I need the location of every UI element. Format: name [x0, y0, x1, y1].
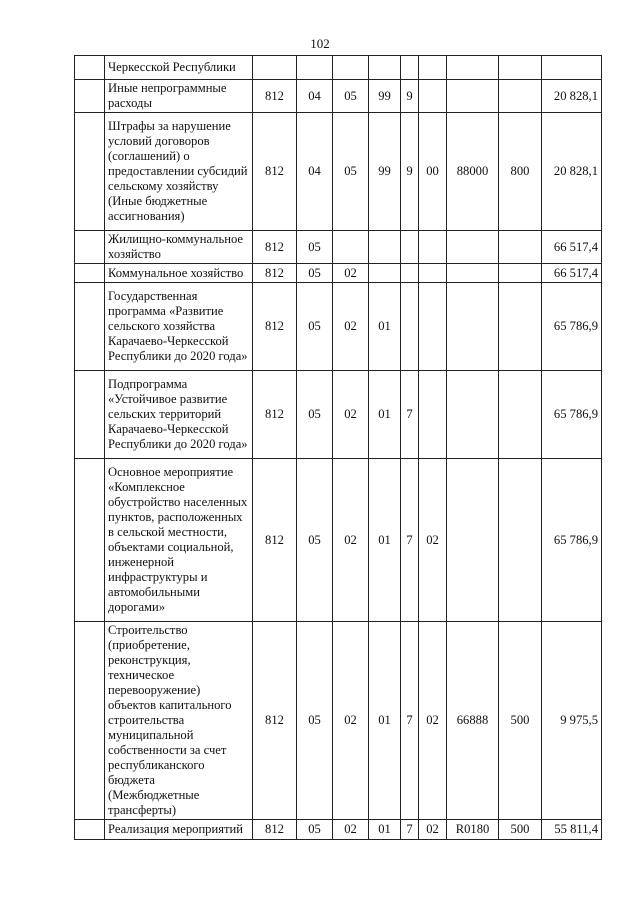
row-index-cell [75, 622, 105, 820]
table-row [75, 622, 602, 820]
row-section-cell: 05 [297, 283, 333, 371]
row-name-cell: Черкесской Республики [105, 56, 253, 80]
table-row [75, 113, 602, 231]
page-number: 102 [310, 36, 330, 51]
row-section-cell: 05 [297, 820, 333, 840]
row-name-cell: Строительство (приобретение, реконструкция, техническое перевооружение) объектов капитального строительства муниципальной собственности за счет республиканского бюджета (Межбюджетные трансферты) [105, 622, 253, 820]
row-index-cell [75, 371, 105, 459]
row-subsection-cell: 05 [333, 80, 369, 113]
row-grbs-cell: 812 [253, 820, 297, 840]
table-row [75, 459, 602, 622]
row-program-cell [369, 231, 401, 264]
row-expense-type-cell [499, 283, 542, 371]
row-direction-cell: 66888 [447, 622, 499, 820]
row-subprogram-cell: 7 [401, 371, 419, 459]
table-row [75, 283, 602, 371]
row-subsection-cell: 02 [333, 459, 369, 622]
row-name-cell: Реализация мероприятий [105, 820, 253, 840]
row-grbs-cell: 812 [253, 459, 297, 622]
table-row [75, 371, 602, 459]
row-name-cell: Иные непрограммные расходы [105, 80, 253, 113]
row-program-cell: 99 [369, 113, 401, 231]
row-grbs-cell [253, 56, 297, 80]
row-program-cell: 01 [369, 459, 401, 622]
row-expense-type-cell [499, 459, 542, 622]
table-row [75, 231, 602, 264]
budget-table [74, 55, 602, 840]
row-activity-cell [419, 231, 447, 264]
row-program-cell: 01 [369, 622, 401, 820]
row-amount-cell: 66 517,4 [542, 231, 602, 264]
row-amount-cell: 66 517,4 [542, 264, 602, 283]
row-subsection-cell: 02 [333, 264, 369, 283]
table-row [75, 56, 602, 80]
row-grbs-cell: 812 [253, 231, 297, 264]
row-name-cell: Штрафы за нарушение условий договоров (соглашений) о предоставлении субсидий сельскому хозяйству (Иные бюджетные ассигнования) [105, 113, 253, 231]
row-section-cell [297, 56, 333, 80]
row-subprogram-cell [401, 264, 419, 283]
row-amount-cell: 65 786,9 [542, 459, 602, 622]
row-section-cell: 05 [297, 371, 333, 459]
row-subsection-cell: 02 [333, 283, 369, 371]
row-expense-type-cell: 800 [499, 113, 542, 231]
row-subsection-cell: 02 [333, 371, 369, 459]
row-index-cell [75, 113, 105, 231]
row-name-cell: Коммунальное хозяйство [105, 264, 253, 283]
row-direction-cell [447, 264, 499, 283]
row-amount-cell: 55 811,4 [542, 820, 602, 840]
row-index-cell [75, 283, 105, 371]
row-expense-type-cell [499, 80, 542, 113]
row-section-cell: 05 [297, 622, 333, 820]
table-row [75, 264, 602, 283]
row-expense-type-cell [499, 264, 542, 283]
row-subprogram-cell: 7 [401, 622, 419, 820]
row-direction-cell: 88000 [447, 113, 499, 231]
row-direction-cell [447, 371, 499, 459]
row-direction-cell [447, 80, 499, 113]
row-direction-cell [447, 459, 499, 622]
row-subsection-cell: 02 [333, 820, 369, 840]
row-amount-cell: 9 975,5 [542, 622, 602, 820]
row-activity-cell [419, 264, 447, 283]
row-direction-cell [447, 283, 499, 371]
row-activity-cell [419, 283, 447, 371]
row-expense-type-cell [499, 231, 542, 264]
table-row [75, 80, 602, 113]
row-subsection-cell [333, 231, 369, 264]
row-subprogram-cell: 9 [401, 113, 419, 231]
table-row [75, 820, 602, 840]
row-amount-cell: 20 828,1 [542, 113, 602, 231]
row-name-cell: Государственная программа «Развитие сельского хозяйства Карачаево-Черкесской Республики до 2020 года» [105, 283, 253, 371]
row-index-cell [75, 264, 105, 283]
row-amount-cell [542, 56, 602, 80]
row-expense-type-cell [499, 56, 542, 80]
row-direction-cell [447, 56, 499, 80]
row-grbs-cell: 812 [253, 113, 297, 231]
row-activity-cell: 02 [419, 622, 447, 820]
row-activity-cell [419, 80, 447, 113]
row-name-cell: Жилищно-коммунальное хозяйство [105, 231, 253, 264]
row-amount-cell: 65 786,9 [542, 371, 602, 459]
row-expense-type-cell: 500 [499, 622, 542, 820]
row-activity-cell [419, 56, 447, 80]
row-program-cell: 99 [369, 80, 401, 113]
row-index-cell [75, 80, 105, 113]
row-subprogram-cell [401, 231, 419, 264]
row-expense-type-cell: 500 [499, 820, 542, 840]
row-name-cell: Подпрограмма «Устойчивое развитие сельских территорий Карачаево-Черкесской Республики до 2020 года» [105, 371, 253, 459]
row-grbs-cell: 812 [253, 371, 297, 459]
row-index-cell [75, 459, 105, 622]
row-expense-type-cell [499, 371, 542, 459]
row-grbs-cell: 812 [253, 264, 297, 283]
row-section-cell: 04 [297, 80, 333, 113]
row-subsection-cell: 05 [333, 113, 369, 231]
row-subprogram-cell [401, 56, 419, 80]
row-activity-cell: 00 [419, 113, 447, 231]
row-subprogram-cell: 7 [401, 820, 419, 840]
row-section-cell: 05 [297, 264, 333, 283]
row-section-cell: 05 [297, 231, 333, 264]
row-amount-cell: 20 828,1 [542, 80, 602, 113]
row-section-cell: 04 [297, 113, 333, 231]
row-program-cell [369, 264, 401, 283]
row-program-cell: 01 [369, 283, 401, 371]
row-grbs-cell: 812 [253, 283, 297, 371]
row-subprogram-cell: 7 [401, 459, 419, 622]
row-index-cell [75, 231, 105, 264]
row-direction-cell: R0180 [447, 820, 499, 840]
row-subprogram-cell: 9 [401, 80, 419, 113]
row-grbs-cell: 812 [253, 80, 297, 113]
row-subsection-cell [333, 56, 369, 80]
row-name-cell: Основное мероприятие «Комплексное обустройство населенных пунктов, расположенных в сельской местности, объектами социальной, инженерной инфраструктуры и автомобильными дорогами» [105, 459, 253, 622]
row-activity-cell [419, 371, 447, 459]
row-index-cell [75, 820, 105, 840]
row-subprogram-cell [401, 283, 419, 371]
row-index-cell [75, 56, 105, 80]
row-section-cell: 05 [297, 459, 333, 622]
row-amount-cell: 65 786,9 [542, 283, 602, 371]
row-direction-cell [447, 231, 499, 264]
row-subsection-cell: 02 [333, 622, 369, 820]
row-program-cell: 01 [369, 371, 401, 459]
row-activity-cell: 02 [419, 820, 447, 840]
row-program-cell [369, 56, 401, 80]
row-grbs-cell: 812 [253, 622, 297, 820]
row-program-cell: 01 [369, 820, 401, 840]
row-activity-cell: 02 [419, 459, 447, 622]
